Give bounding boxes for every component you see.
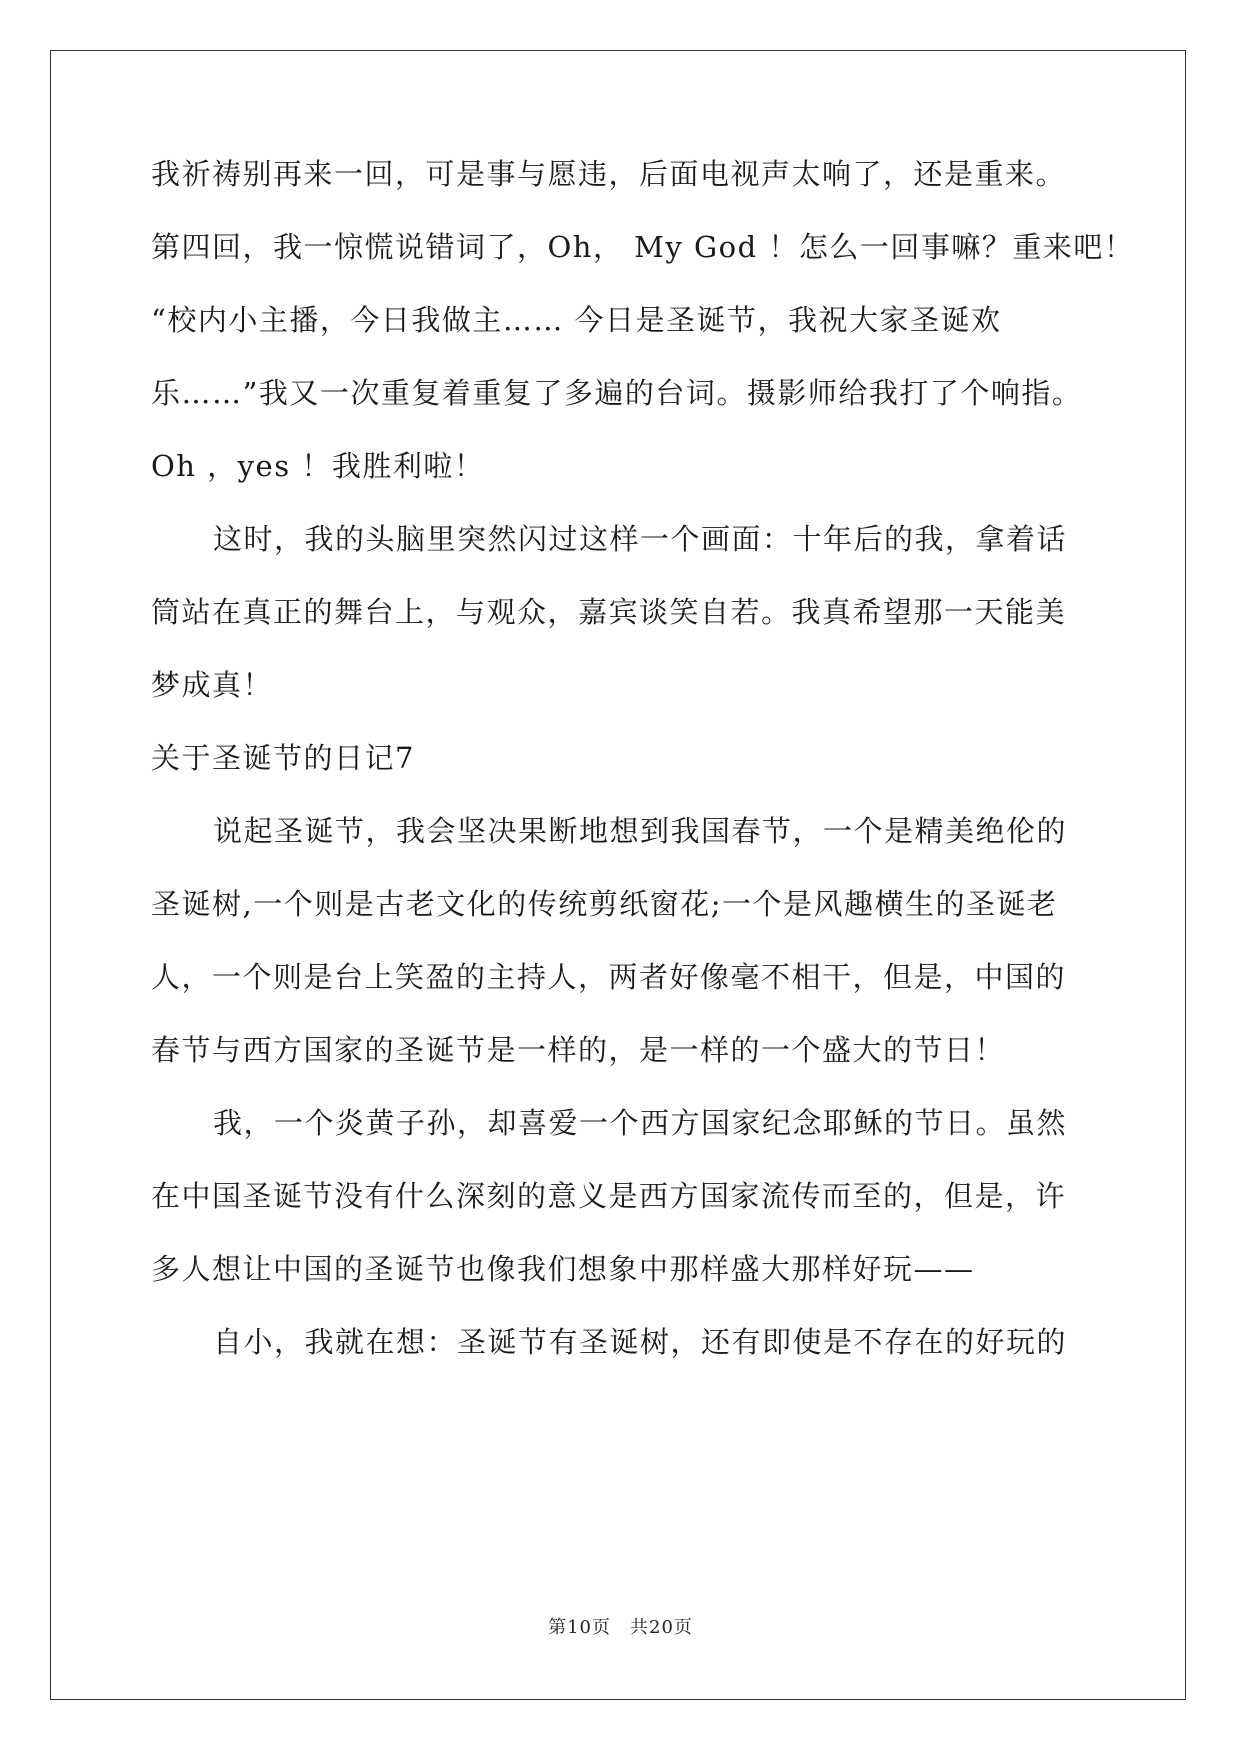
text-line: 春节与西方国家的圣诞节是一样的，是一样的一个盛大的节日！ — [151, 1033, 1006, 1067]
text-line: 自小，我就在想：圣诞节有圣诞树，还有即使是不存在的好玩的 — [213, 1325, 1068, 1359]
text-line: 这时，我的头脑里突然闪过这样一个画面：十年后的我，拿着话 — [213, 522, 1068, 556]
text-line: 我祈祷别再来一回，可是事与愿违，后面电视声太响了，还是重来。 — [151, 157, 1067, 191]
text-line: Oh ，yes ！我胜利啦！ — [151, 449, 485, 483]
text-line: 我，一个炎黄子孙，却喜爱一个西方国家纪念耶稣的节日。虽然 — [213, 1106, 1068, 1140]
text-line: 多人想让中国的圣诞节也像我们想象中那样盛大那样好玩—— — [151, 1252, 975, 1286]
text-line: 筒站在真正的舞台上，与观众，嘉宾谈笑自若。我真希望那一天能美 — [151, 595, 1067, 629]
text-line: 说起圣诞节，我会坚决果断地想到我国春节，一个是精美绝伦的 — [213, 814, 1068, 848]
text-line: “校内小主播，今日我做主…… 今日是圣诞节，我祝大家圣诞欢 — [151, 303, 1002, 337]
text-line: 人，一个则是台上笑盈的主持人，两者好像毫不相干，但是，中国的 — [151, 960, 1067, 994]
section-heading: 关于圣诞节的日记7 — [151, 741, 415, 775]
text-line: 梦成真！ — [151, 668, 274, 702]
text-line: 在中国圣诞节没有什么深刻的意义是西方国家流传而至的，但是，许 — [151, 1179, 1067, 1213]
text-line: 圣诞树,一个则是古老文化的传统剪纸窗花;一个是风趣横生的圣诞老 — [151, 887, 1058, 921]
page-border — [50, 50, 1186, 1700]
text-line: 第四回，我一惊慌说错词了，Oh， My God ！怎么一回事嘛？重来吧！ — [151, 230, 1135, 264]
page-footer: 第10页 共20页 — [548, 1617, 693, 1638]
text-line: 乐……”我又一次重复着重复了多遍的台词。摄影师给我打了个响指。 — [151, 376, 1083, 410]
